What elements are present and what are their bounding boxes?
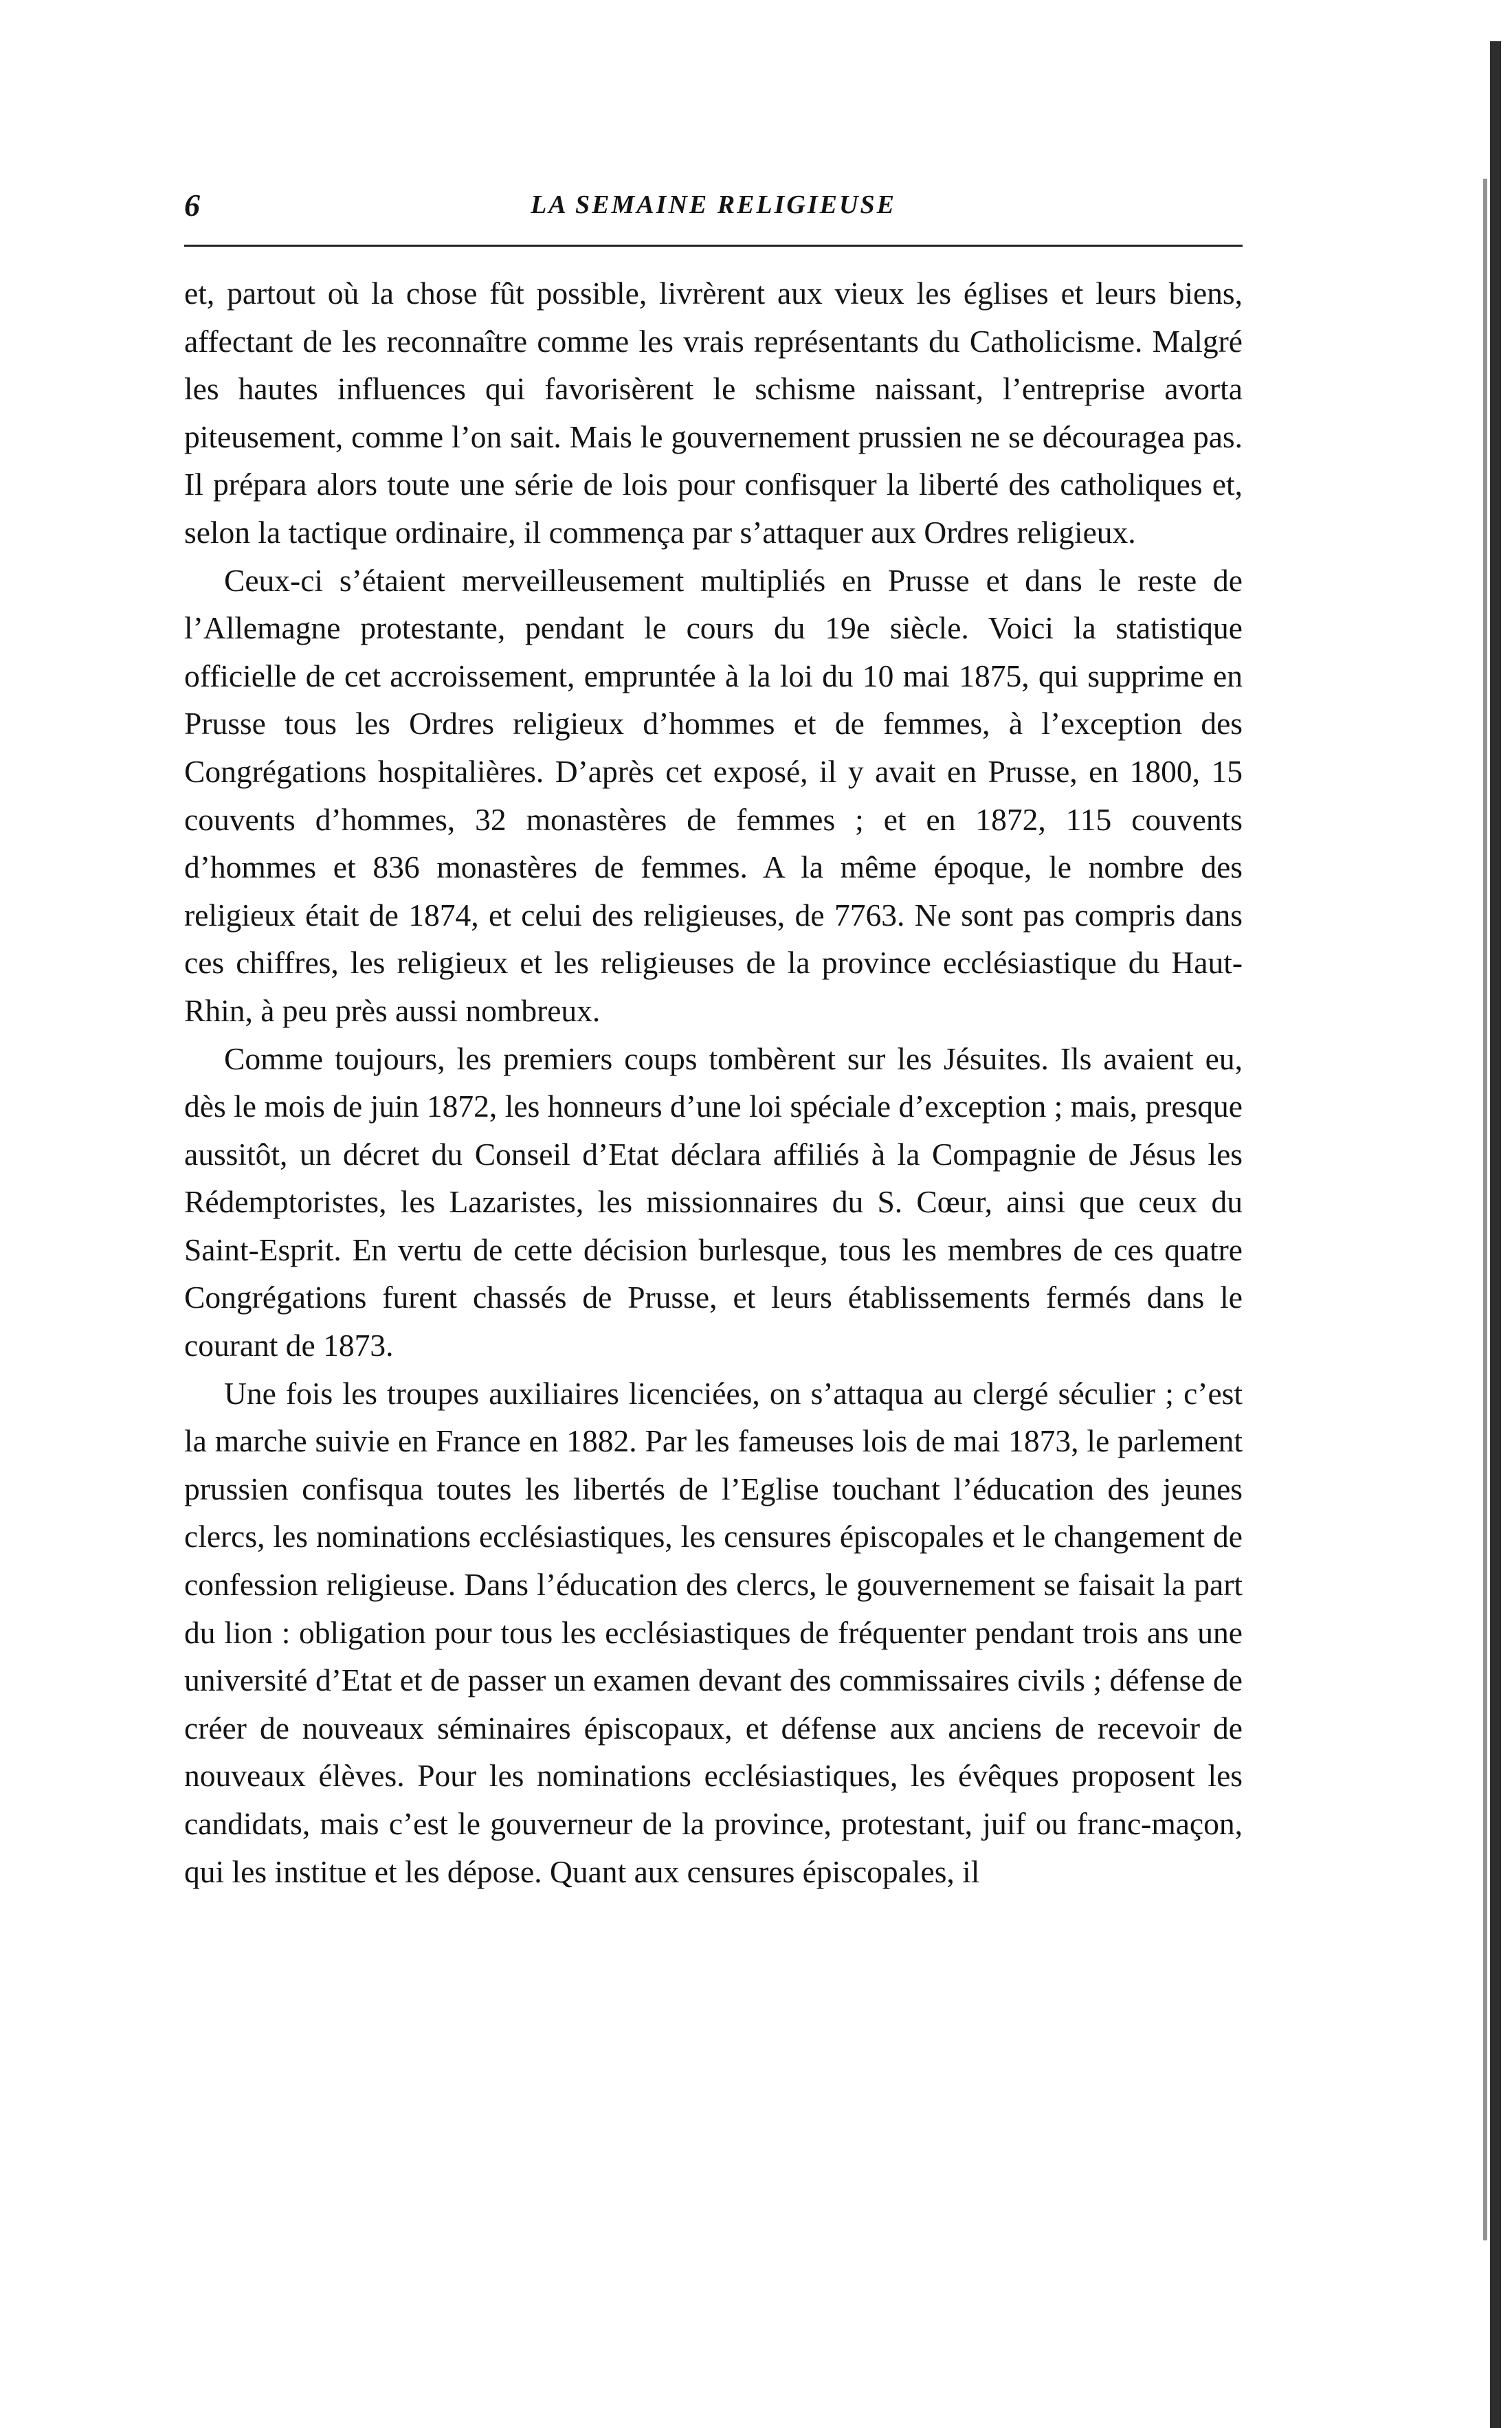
- paragraph: et, partout où la chose fût possible, livrèrent aux vieux les églises et leurs biens, affectant de les reconnaître comme les vrais représentants du Catholicisme. Malgré les hautes influences qui favorisèrent le schisme naissant, l’entreprise avorta piteusement, comme l’on sait. Mais le gouvernement prussien ne se découragea pas. Il prépara alors toute une série de lois pour confisquer la liberté des catholiques et, selon la tactique ordinaire, il commença par s’attaquer aux Ordres religieux.: [184, 276, 1243, 550]
- scan-edge: [1490, 41, 1501, 2428]
- body-text: [184, 269, 1243, 1895]
- page-header: [184, 187, 1243, 228]
- header-rule: [184, 245, 1243, 247]
- paragraph: Ceux-ci s’étaient merveilleusement multipliés en Prusse et dans le reste de l’Allemagne protestante, pendant le cours du 19e siècle. Voici la statistique officielle de cet accroissement, empruntée à la loi du 10 mai 1875, qui supprime en Prusse tous les Ordres religieux d’hommes et de femmes, à l’exception des Congrégations hospitalières. D’après cet exposé, il y avait en Prusse, en 1800, 15 couvents d’hommes, 32 monastères de femmes ; et en 1872, 115 couvents d’hommes et 836 monastères de femmes. A la même époque, le nombre des religieux était de 1874, et celui des religieuses, de 7763. Ne sont pas compris dans ces chiffres, les religieux et les religieuses de la province ecclésiastique du Haut-Rhin, à peu près aussi nombreux.: [184, 562, 1243, 1028]
- scan-edge-shadow: [1483, 179, 1487, 2240]
- paragraph: Une fois les troupes auxiliaires licenciées, on s’attaqua au clergé séculier ; c’est la marche suivie en France en 1882. Par les fameuses lois de mai 1873, le parlement prussien confisqua toutes les libertés de l’Eglise touchant l’éducation des jeunes clercs, les nominations ecclésiastiques, les censures épiscopales et le changement de confession religieuse. Dans l’éducation des clercs, le gouvernement se faisait la part du lion : obligation pour tous les ecclésiastiques de fréquenter pendant trois ans une université d’Etat et de passer un examen devant des commissaires civils ; défense de créer de nouveaux séminaires épiscopaux, et défense aux anciens de recevoir de nouveaux élèves. Pour les nominations ecclésiastiques, les évêques proposent les candidats, mais c’est le gouverneur de la province, protestant, juif ou franc-maçon, qui les institue et les dépose. Quant aux censures épiscopales, il: [184, 1375, 1243, 1889]
- paragraph: Comme toujours, les premiers coups tombèrent sur les Jésuites. Ils avaient eu, dès le mois de juin 1872, les honneurs d’une loi spéciale d’exception ; mais, presque aussitôt, un décret du Conseil d’Etat déclara affiliés à la Compagnie de Jésus les Rédemptoristes, les Lazaristes, les missionnaires du S. Cœur, ainsi que ceux du Saint-Esprit. En vertu de cette décision burlesque, tous les membres de ces quatre Congrégations furent chassés de Prusse, et leurs établissements fermés dans le courant de 1873.: [184, 1040, 1243, 1363]
- page-number: 6: [184, 188, 200, 223]
- running-title: LA SEMAINE RELIGIEUSE: [531, 190, 896, 219]
